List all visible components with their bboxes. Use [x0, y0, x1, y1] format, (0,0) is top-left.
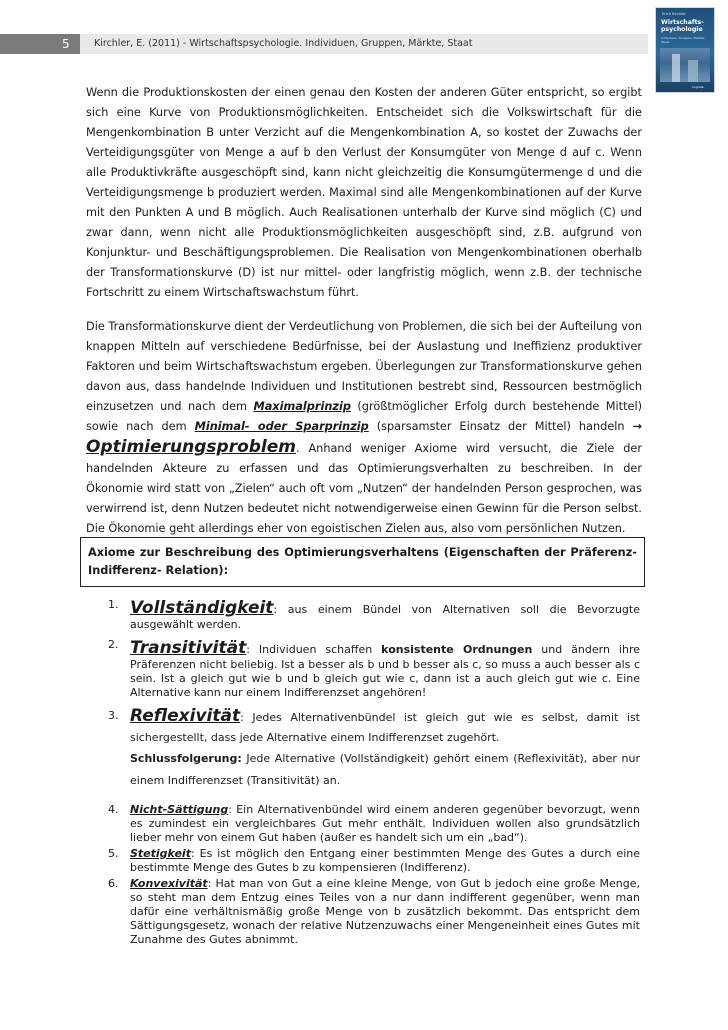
list-number: 3. — [108, 709, 119, 722]
book-cover-thumbnail — [656, 8, 714, 92]
list-number: 2. — [108, 638, 119, 651]
cover-title-line2: psychologie — [661, 25, 703, 33]
list-item — [90, 803, 640, 845]
conclusion-label: Schlussfolgerung: — [130, 752, 242, 765]
axiom-text: : Jedes Alternativenbündel ist gleich gut wie es selbst, damit ist sichergestellt, dass jede Alternative einem Indifferenzset zugehört. — [130, 711, 640, 744]
cover-publisher: hogrefe — [692, 85, 704, 89]
conclusion — [130, 748, 640, 792]
axiom-term: Transitivität — [130, 638, 247, 658]
axiom-term: Reflexivität — [130, 706, 241, 726]
axiom-text: : Ein Alternativenbündel wird einem anderen gegenüber bevorzugt, wenn es zumindest ein vergleichbares Gut mehr enthält. Individuen wollen also grundsätzlich lieber mehr von einem Gut haben (außer es handelt sich um ein „bad“). — [130, 803, 640, 844]
cover-author: Erich Kirchler — [662, 12, 686, 16]
p2-part1: Die Transformationskurve dient der Verdeutlichung von Problemen, die sich bei der Aufteilung von knappen Mitteln auf verschiedene Bedürfnisse, bei der Auslastung und Ineffizienz produktiver Faktoren und beim Wirtschaftswachstum ergeben. Überlegungen zur Transformationskurve gehen davon aus, dass handelnde Individuen und Institutionen bestrebt sind, Ressourcen bestmöglich einzusetzen und nach dem — [86, 320, 642, 413]
cover-title — [661, 20, 711, 34]
conclusion-text: Jede Alternative (Vollständigkeit) gehört einem (Reflexivität), aber nur einem Indifferenzset (Transitivität) an. — [130, 752, 640, 787]
p2-part3: (sparsamster Einsatz der Mittel) handeln — [368, 420, 633, 433]
axiom-term: Konvexivität — [130, 877, 208, 890]
list-item — [90, 706, 640, 748]
axiom-text: : aus einem Bündel von Alternativen soll die Bevorzugte ausgewählt werden. — [130, 603, 640, 631]
term-maximalprinzip: Maximalprinzip — [253, 400, 351, 413]
axiom-list-2 — [90, 803, 640, 947]
list-item — [90, 847, 640, 875]
axiom-text: : Individuen schaffen — [246, 643, 382, 656]
axiom-text: und ändern ihre Präferenzen nicht beliebig. Ist a besser als b und b besser als c, so muss a auch besser als c sein. Ist a gleich gut wie b und b gleich gut wie c, dann ist a auch gleich gut wie c. Eine Alternative kann nur einem Indifferenzset angehören! — [130, 643, 640, 699]
list-number: 6. — [108, 877, 119, 890]
cover-title-line1: Wirtschafts- — [661, 19, 704, 26]
axiom-term: Vollständigkeit — [130, 598, 274, 618]
axiom-list-1 — [90, 598, 640, 748]
list-item — [90, 877, 640, 947]
body-text — [86, 83, 642, 539]
paragraph-production-curve: Wenn die Produktionskosten der einen genau den Kosten der anderen Güter entspricht, so ergibt sich eine Kurve von Produktionsmöglichkeiten. Entscheidet sich die Volkswirtschaft für die Mengenkombination B unter Verzicht auf die Mengenkombination A, so kostet der Zuwachs der Verteidigungsgüter von Menge a auf b den Verlust der Konsumgüter von Menge d auf c. Wenn alle Produktivkräfte ausgeschöpft sind, kann nicht gleichzeitig die Konsumgütermenge d und die Verteidigungsmenge b produziert werden. Maximal sind alle Mengenkombinationen auf der Kurve mit den Punkten A und B möglich. Auch Realisationen unterhalb der Kurve sind möglich (C) und zwar dann, wenn nicht alle Produktionsmöglichkeiten ausgeschöpft sind, z.B. aufgrund von Konjunktur- und Beschäftigungsproblemen. Die Realisation von Mengenkombinationen oberhalb der Transformationskurve (D) ist nur mittel- oder langfristig möglich, wenn z.B. der technische Fortschritt zu einem Wirtschaftswachstum führt. — [86, 86, 642, 299]
list-item — [90, 598, 640, 632]
axiom-term: Nicht-Sättigung — [130, 803, 229, 816]
p2-part4: . Anhand weniger Axiome wird versucht, die Ziele der handelnden Akteure zu erfassen und das Optimierungsverhalten zu beschreiben. In der Ökonomie wird statt von „Zielen“ auch oft vom „Nutzen“ der handelnden Person gesprochen, was verwirrend ist, denn Nutzen bedeutet nicht notwendigerweise einen Gewinn für die Person selbst. Die Ökonomie geht allerdings eher von egoistischen Zielen aus, also vom persönlichen Nutzen. — [86, 442, 642, 535]
cover-subtitle: Individuen, Gruppen, Märkte, Staat — [661, 36, 705, 44]
axiom-term: Stetigkeit — [130, 847, 191, 860]
paragraph-transformation-curve — [86, 317, 642, 539]
list-number: 5. — [108, 847, 119, 860]
list-item — [90, 638, 640, 700]
running-header — [0, 34, 728, 54]
arrow-right-icon: → — [632, 420, 642, 433]
axiom-bold-text: konsistente Ordnungen — [381, 643, 533, 656]
axioms-heading-box: Axiome zur Beschreibung des Optimierungsverhaltens (Eigenschaften der Präferenz-Indifferenz- Relation): — [80, 537, 645, 587]
list-number: 4. — [108, 803, 119, 816]
axiom-text: : Es ist möglich den Entgang einer bestimmten Menge des Gutes a durch eine bestimmte Menge des Gutes b zu kompensieren (Indifferenz). — [130, 847, 640, 874]
header-title: Kirchler, E. (2011) - Wirtschaftspsychologie. Individuen, Gruppen, Märkte, Staat — [80, 34, 648, 54]
term-optimierungsproblem: Optimierungsproblem — [86, 437, 296, 457]
p2-part2: (größtmöglicher Erfolg durch bestehende Mittel) sowie nach dem — [86, 400, 643, 433]
page-number: 5 — [0, 34, 80, 54]
term-minimalprinzip: Minimal- oder Sparprinzip — [194, 420, 369, 433]
axiom-text: : Hat man von Gut a eine kleine Menge, von Gut b jedoch eine große Menge, so steht man dem Entzug eines Teiles von a nur dann indifferent gegenüber, wenn man dafür eine verhältnismäßig große Menge von b zusätzlich bekommt. Das entspricht dem Sättigungsgesetz, wonach der relative Nutzenzuwachs einer Mengeneinheit eines Gutes mit Zunahme des Gutes abnimmt. — [130, 877, 640, 946]
list-number: 1. — [108, 598, 119, 611]
cover-skyline-image — [660, 48, 710, 82]
